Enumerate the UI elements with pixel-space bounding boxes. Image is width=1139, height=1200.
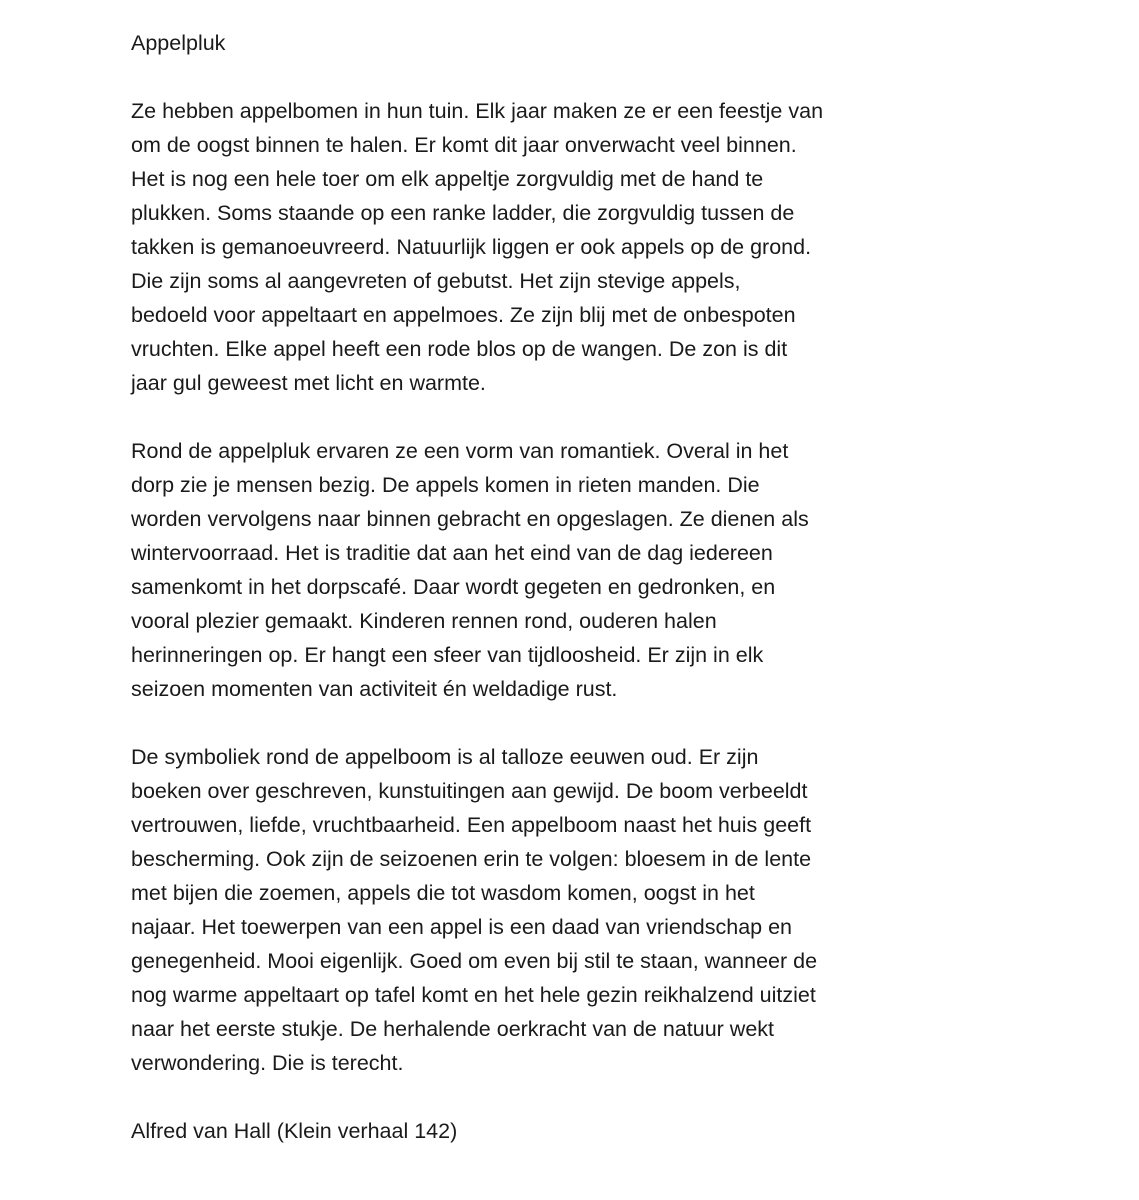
paragraph-line: herinneringen op. Er hangt een sfeer van tijdloosheid. Er zijn in elk [131, 643, 764, 667]
spacer [131, 400, 891, 434]
paragraph-line: Die zijn soms al aangevreten of gebutst. Het zijn stevige appels, [131, 269, 741, 293]
paragraph-line: bescherming. Ook zijn de seizoenen erin te volgen: bloesem in de lente [131, 847, 812, 871]
document-title: Appelpluk [131, 31, 226, 55]
spacer [131, 1080, 891, 1114]
paragraph-line: jaar gul geweest met licht en warmte. [131, 371, 486, 395]
paragraph-line: Rond de appelpluk ervaren ze een vorm van romantiek. Overal in het [131, 439, 789, 463]
paragraph-line: De symboliek rond de appelboom is al talloze eeuwen oud. Er zijn [131, 745, 759, 769]
paragraph-1 [131, 94, 891, 400]
paragraph-line: verwondering. Die is terecht. [131, 1051, 404, 1075]
spacer [131, 706, 891, 740]
paragraph-line: bedoeld voor appeltaart en appelmoes. Ze zijn blij met de onbespoten [131, 303, 796, 327]
paragraph-line: najaar. Het toewerpen van een appel is een daad van vriendschap en [131, 915, 792, 939]
paragraph-line: takken is gemanoeuvreerd. Natuurlijk liggen er ook appels op de grond. [131, 235, 812, 259]
paragraph-line: vruchten. Elke appel heeft een rode blos op de wangen. De zon is dit [131, 337, 788, 361]
author-signature: Alfred van Hall (Klein verhaal 142) [131, 1119, 458, 1143]
paragraph-line: vooral plezier gemaakt. Kinderen rennen rond, ouderen halen [131, 609, 717, 633]
paragraph-line: dorp zie je mensen bezig. De appels komen in rieten manden. Die [131, 473, 760, 497]
paragraph-3 [131, 740, 891, 1080]
paragraph-line: boeken over geschreven, kunstuitingen aan gewijd. De boom verbeeldt [131, 779, 808, 803]
paragraph-line: vertrouwen, liefde, vruchtbaarheid. Een appelboom naast het huis geeft [131, 813, 812, 837]
document [131, 26, 891, 1148]
paragraph-line: om de oogst binnen te halen. Er komt dit jaar onverwacht veel binnen. [131, 133, 797, 157]
paragraph-line: met bijen die zoemen, appels die tot wasdom komen, oogst in het [131, 881, 755, 905]
paragraph-line: nog warme appeltaart op tafel komt en het hele gezin reikhalzend uitziet [131, 983, 816, 1007]
paragraph-line: seizoen momenten van activiteit én weldadige rust. [131, 677, 618, 701]
paragraph-line: Ze hebben appelbomen in hun tuin. Elk jaar maken ze er een feestje van [131, 99, 824, 123]
paragraph-line: wintervoorraad. Het is traditie dat aan het eind van de dag iedereen [131, 541, 773, 565]
paragraph-line: plukken. Soms staande op een ranke ladder, die zorgvuldig tussen de [131, 201, 795, 225]
paragraph-line: samenkomt in het dorpscafé. Daar wordt gegeten en gedronken, en [131, 575, 776, 599]
paragraph-line: genegenheid. Mooi eigenlijk. Goed om even bij stil te staan, wanneer de [131, 949, 818, 973]
spacer [131, 60, 891, 94]
paragraph-line: Het is nog een hele toer om elk appeltje zorgvuldig met de hand te [131, 167, 764, 191]
paragraph-line: worden vervolgens naar binnen gebracht en opgeslagen. Ze dienen als [131, 507, 809, 531]
paragraph-2 [131, 434, 891, 706]
paragraph-line: naar het eerste stukje. De herhalende oerkracht van de natuur wekt [131, 1017, 774, 1041]
